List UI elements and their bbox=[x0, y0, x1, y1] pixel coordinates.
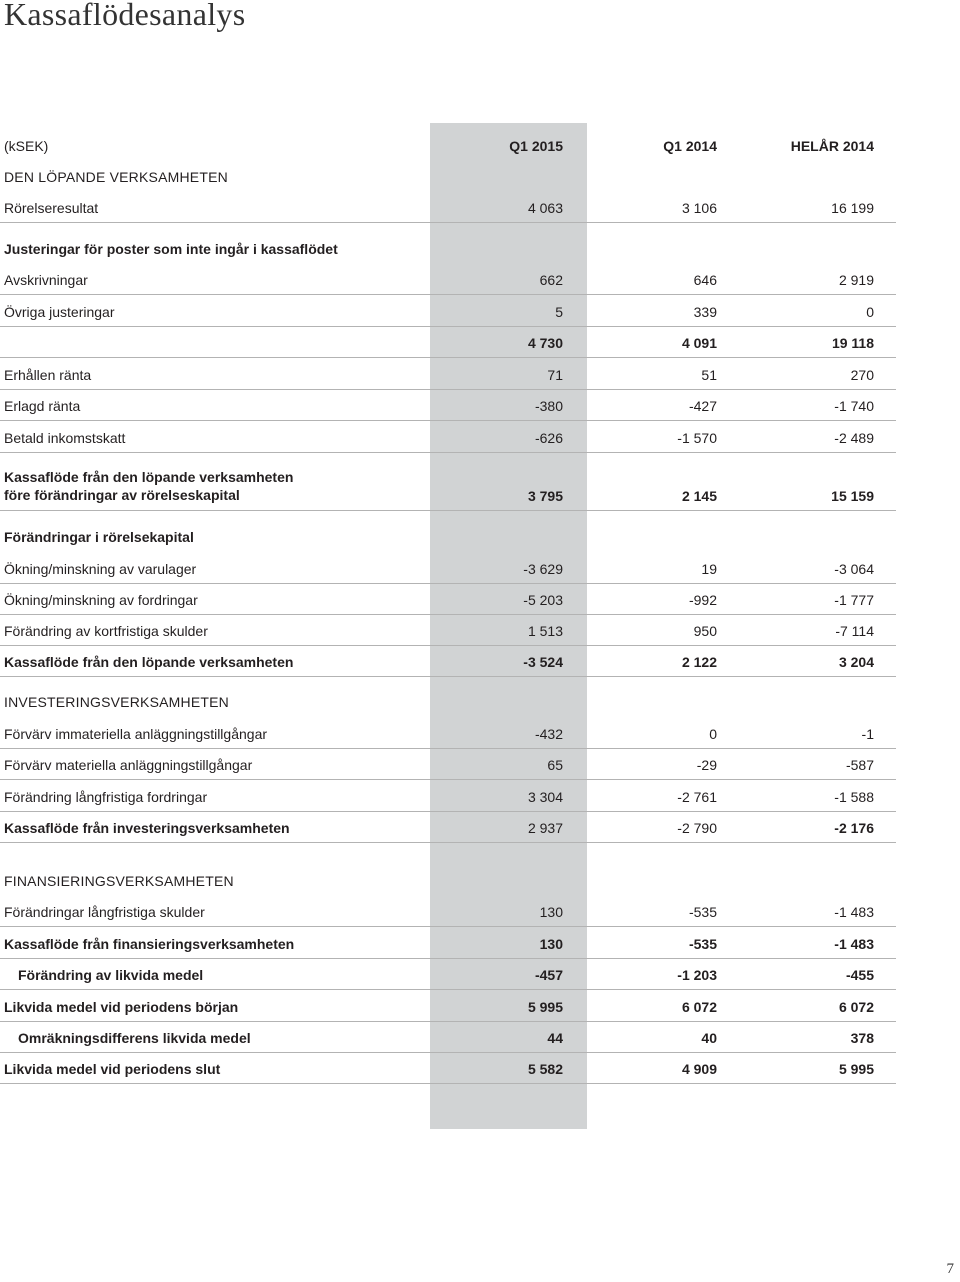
total-row-financing: Kassaflöde från finansieringsverksamheten 130 -535 -1 483 bbox=[0, 926, 896, 959]
column-header-full-year-2014: HELÅR 2014 bbox=[790, 138, 874, 154]
column-header-q1-2014: Q1 2014 bbox=[663, 138, 717, 154]
subheading-working-capital: Förändringar i rörelsekapital bbox=[4, 529, 194, 545]
table-row: Avskrivningar 662 646 2 919 bbox=[0, 263, 896, 295]
section-heading-operating: DEN LÖPANDE VERKSAMHETEN bbox=[4, 169, 228, 185]
table-row: Förändring av kortfristiga skulder 1 513 950 -7 114 bbox=[0, 614, 896, 646]
section-heading-financing: FINANSIERINGSVERKSAMHETEN bbox=[4, 873, 234, 889]
table-row: Ökning/minskning av varulager -3 629 19 -3 064 bbox=[0, 551, 896, 584]
table-row-closing-cash: Likvida medel vid periodens slut 5 582 4 909 5 995 bbox=[0, 1052, 896, 1084]
total-row-investing: Kassaflöde från investeringsverksamheten 2 937 -2 790 -2 176 bbox=[0, 811, 896, 843]
table-row-change-cash: Förändring av likvida medel -457 -1 203 -455 bbox=[0, 958, 896, 990]
column-header-q1-2015: Q1 2015 bbox=[509, 138, 563, 154]
table-row: Förändring långfristiga fordringar 3 304 -2 761 -1 588 bbox=[0, 779, 896, 812]
table-row-fx-difference: Omräkningsdifferens likvida medel 44 40 378 bbox=[0, 1021, 896, 1053]
page-title: Kassaflödesanalys bbox=[4, 0, 246, 32]
section-heading-investing: INVESTERINGSVERKSAMHETEN bbox=[4, 694, 229, 710]
table-row: Förvärv materiella anläggningstillgångar 65 -29 -587 bbox=[0, 748, 896, 780]
total-row-operating: Kassaflöde från den löpande verksamheten -3 524 2 122 3 204 bbox=[0, 645, 896, 677]
unit-label: (kSEK) bbox=[4, 138, 49, 154]
table-header bbox=[0, 128, 896, 160]
table-row: Ökning/minskning av fordringar -5 203 -992 -1 777 bbox=[0, 583, 896, 615]
table-row: Förvärv immateriella anläggningstillgångar -432 0 -1 bbox=[0, 716, 896, 749]
subtotal-row: 4 730 4 091 19 118 bbox=[0, 326, 896, 358]
table-row: Förändringar långfristiga skulder 130 -535 -1 483 bbox=[0, 895, 896, 927]
table-row-opening-cash: Likvida medel vid periodens början 5 995 6 072 6 072 bbox=[0, 989, 896, 1022]
subtotal-row-operating-before-wc: Kassaflöde från den löpande verksamheten före förändringar av rörelseskapital 3 795 2 145 15 159 bbox=[0, 452, 896, 511]
subheading-adjustments: Justeringar för poster som inte ingår i kassaflödet bbox=[4, 241, 338, 257]
table-row: Erlagd ränta -380 -427 -1 740 bbox=[0, 389, 896, 421]
table-row: Rörelseresultat 4 063 3 106 16 199 bbox=[0, 191, 896, 223]
table-row: Övriga justeringar 5 339 0 bbox=[0, 294, 896, 327]
page-number: 7 bbox=[946, 1261, 954, 1277]
table-row: Betald inkomstskatt -626 -1 570 -2 489 bbox=[0, 420, 896, 453]
table-row: Erhållen ränta 71 51 270 bbox=[0, 357, 896, 390]
